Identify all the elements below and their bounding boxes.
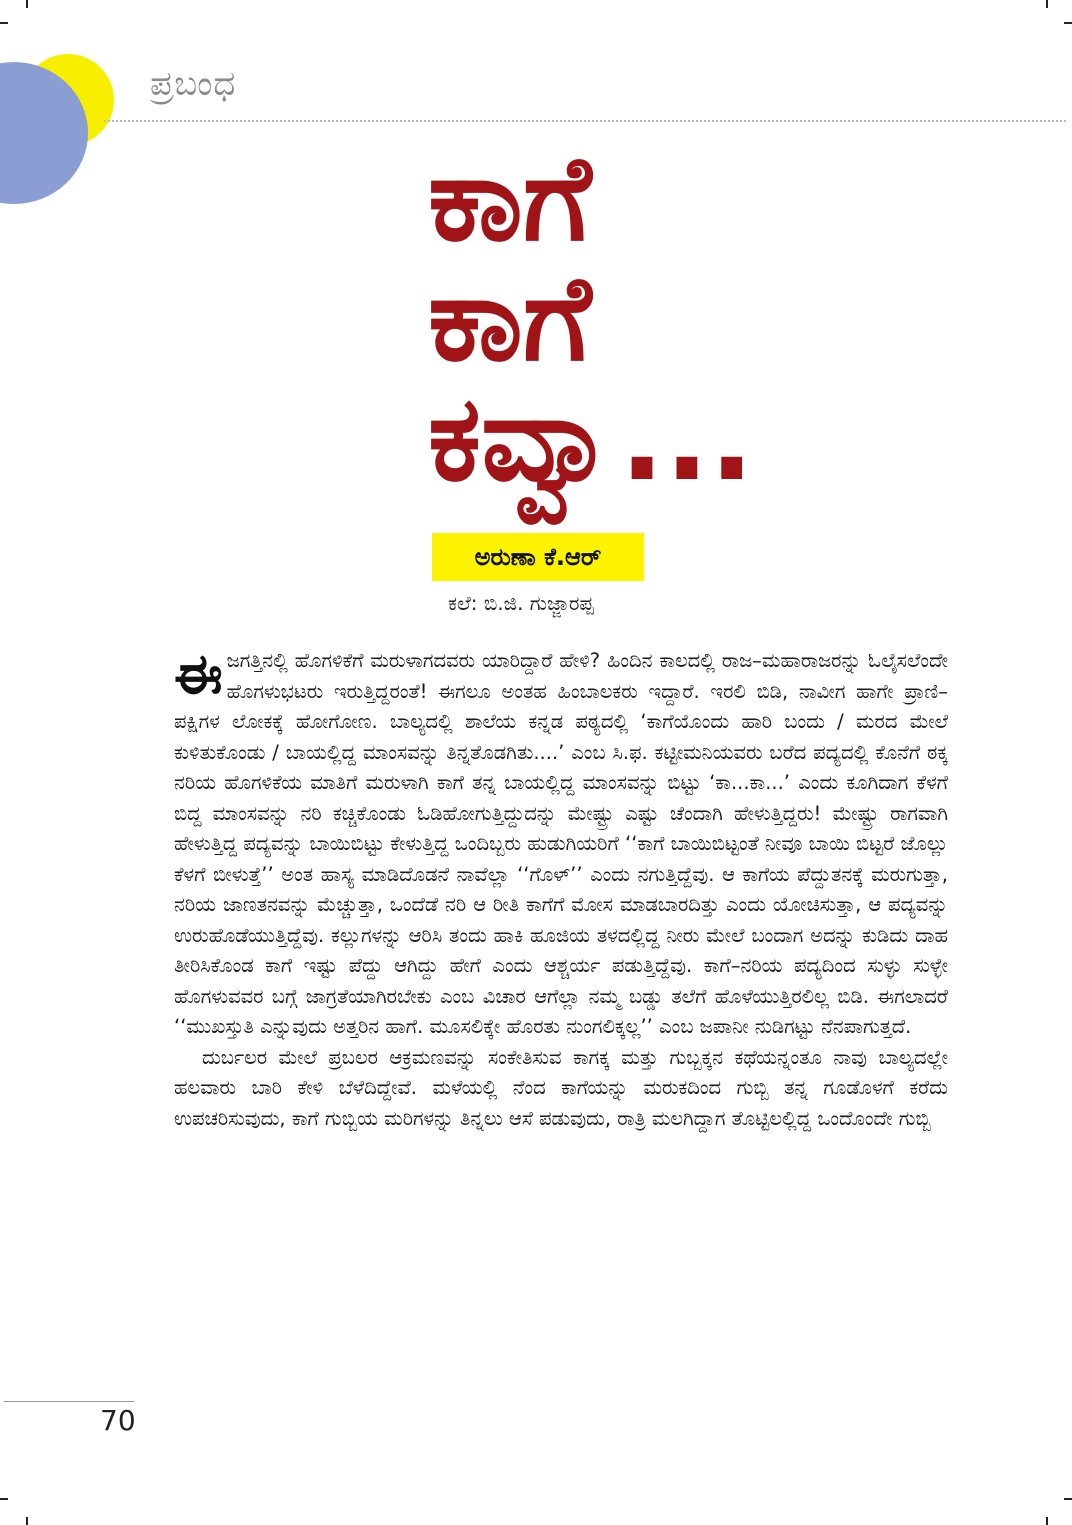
crop-mark bbox=[0, 22, 8, 24]
drop-cap: ಈ bbox=[174, 642, 223, 707]
crop-mark bbox=[1046, 0, 1048, 8]
crop-mark bbox=[0, 1498, 8, 1500]
crop-mark bbox=[1064, 1498, 1072, 1500]
page-number-rule bbox=[4, 1401, 134, 1402]
author-name: ಅರುಣಾ ಕೆ.ಆರ್ bbox=[432, 533, 644, 581]
headline-line-2: ಕಾಗೆ bbox=[428, 249, 592, 387]
page-number: 70 bbox=[100, 1404, 136, 1437]
art-credit: ಕಲೆ: ಬಿ.ಜಿ. ಗುಜ್ಜಾರಪ್ಪ bbox=[448, 591, 594, 615]
crop-mark bbox=[26, 0, 28, 8]
crop-mark bbox=[26, 1517, 28, 1525]
headline-line-1: ಕಾಗೆ bbox=[428, 129, 592, 267]
section-label: ಪ್ರಬಂಧ bbox=[150, 64, 237, 104]
article-headline bbox=[428, 129, 755, 507]
crop-mark bbox=[1046, 1517, 1048, 1525]
crop-mark bbox=[1064, 22, 1072, 24]
paragraph-1-text: ಜಗತ್ತಿನಲ್ಲಿ ಹೊಗಳಿಕೆಗೆ ಮರುಳಾಗದವರು ಯಾರಿದ್ದಾರೆ ಹೇಳಿ? ಹಿಂದಿನ ಕಾಲದಲ್ಲಿ ರಾಜ–ಮಹಾರಾಜರನ್ನು ಓಲೈಸಲೆಂದೇ ಹೊಗಳುಭಟರು ಇರುತ್ತಿದ್ದರಂತೆ! ಈಗಲೂ ಅಂತಹ ಹಿಂಬಾಲಕರು ಇದ್ದಾರೆ. ಇರಲಿ ಬಿಡಿ, ನಾವೀಗ ಹಾಗೇ ಪ್ರಾಣಿ–ಪಕ್ಷಿಗಳ ಲೋಕಕ್ಕೆ ಹೋಗೋಣ. ಬಾಲ್ಯದಲ್ಲಿ ಶಾಲೆಯ ಕನ್ನಡ ಪಠ್ಯದಲ್ಲಿ ‘ಕಾಗೆಯೊಂದು ಹಾರಿ ಬಂದು / ಮರದ ಮೇಲೆ ಕುಳಿತುಕೊಂಡು / ಬಾಯಲ್ಲಿದ್ದ ಮಾಂಸವನ್ನು ತಿನ್ನತೊಡಗಿತು....’ ಎಂಬ ಸಿ.ಫ. ಕಟ್ಟೀಮನಿಯವರು ಬರೆದ ಪದ್ಯದಲ್ಲಿ ಕೊನೆಗೆ ಠಕ್ಕ ನರಿಯ ಹೊಗಳಿಕೆಯ ಮಾತಿಗೆ ಮರುಳಾಗಿ ಕಾಗೆ ತನ್ನ ಬಾಯಲ್ಲಿದ್ದ ಮಾಂಸವನ್ನು ಬಿಟ್ಟು ‘ಕಾ...ಕಾ...’ ಎಂದು ಕೂಗಿದಾಗ ಕೆಳಗೆ ಬಿದ್ದ ಮಾಂಸವನ್ನು ನರಿ ಕಚ್ಚಿಕೊಂಡು ಓಡಿಹೋಗುತ್ತಿದ್ದುದನ್ನು ಮೇಷ್ಟ್ರು ಎಷ್ಟು ಚೆಂದಾಗಿ ಹೇಳುತ್ತಿದ್ದರು! ಮೇಷ್ಟ್ರು ರಾಗವಾಗಿ ಹೇಳುತ್ತಿದ್ದ ಪದ್ಯವನ್ನು ಬಾಯಿಬಿಟ್ಟು ಕೇಳುತ್ತಿದ್ದ ಒಂದಿಬ್ಬರು ಹುಡುಗಿಯರಿಗೆ ‘‘ಕಾಗೆ ಬಾಯಿಬಿಟ್ಟಂತೆ ನೀವೂ ಬಾಯಿ ಬಿಟ್ಟರೆ ಜೊಲ್ಲು ಕೆಳಗೆ ಬೀಳುತ್ತೆ’’ ಅಂತ ಹಾಸ್ಯ ಮಾಡಿದೊಡನೆ ನಾವೆಲ್ಲಾ ‘‘ಗೊಳ್’’ ಎಂದು ನಗುತ್ತಿದ್ದೆವು. ಆ ಕಾಗೆಯ ಪೆದ್ದುತನಕ್ಕೆ ಮರುಗುತ್ತಾ, ನರಿಯ ಜಾಣತನವನ್ನು ಮೆಚ್ಚುತ್ತಾ, ಒಂದೆಡೆ ನರಿ ಆ ರೀತಿ ಕಾಗೆಗೆ ಮೋಸ ಮಾಡಬಾರದಿತ್ತು ಎಂದು ಯೋಚಿಸುತ್ತಾ, ಆ ಪದ್ಯವನ್ನು ಉರುಹೊಡೆಯುತ್ತಿದ್ದೆವು. ಕಲ್ಲುಗಳನ್ನು ಆರಿಸಿ ತಂದು ಹಾಕಿ ಹೂಜಿಯ ತಳದಲ್ಲಿದ್ದ ನೀರು ಮೇಲೆ ಬಂದಾಗ ಅದನ್ನು ಕುಡಿದು ದಾಹ ತೀರಿಸಿಕೊಂಡ ಕಾಗೆ ಇಷ್ಟು ಪೆದ್ದು ಆಗಿದ್ದು ಹೇಗೆ ಎಂದು ಆಶ್ಚರ್ಯ ಪಡುತ್ತಿದ್ದೆವು. ಕಾಗೆ–ನರಿಯ ಪದ್ಯದಿಂದ ಸುಳ್ಳು ಸುಳ್ಳೇ ಹೊಗಳುವವರ ಬಗ್ಗೆ ಜಾಗ್ರತೆಯಾಗಿರಬೇಕು ಎಂಬ ವಿಚಾರ ಆಗೆಲ್ಲಾ ನಮ್ಮ ಬಡ್ಡು ತಲೆಗೆ ಹೊಳೆಯುತ್ತಿರಲಿಲ್ಲ ಬಿಡಿ. ಈಗಲಾದರೆ ‘‘ಮುಖಸ್ತುತಿ ಎನ್ನುವುದು ಅತ್ತರಿನ ಹಾಗೆ. ಮೂಸಲಿಕ್ಕೇ ಹೊರತು ನುಂಗಲಿಕ್ಕಲ್ಲ’’ ಎಂಬ ಜಪಾನೀ ನುಡಿಗಟ್ಟು ನೆನಪಾಗುತ್ತದೆ. bbox=[174, 649, 948, 1038]
article-paragraph-2: ದುರ್ಬಲರ ಮೇಲೆ ಪ್ರಬಲರ ಆಕ್ರಮಣವನ್ನು ಸಂಕೇತಿಸುವ ಕಾಗಕ್ಕ ಮತ್ತು ಗುಬ್ಬಕ್ಕನ ಕಥೆಯನ್ನಂತೂ ನಾವು ಬಾಲ್ಯದಲ್ಲೇ ಹಲವಾರು ಬಾರಿ ಕೇಳಿ ಬೆಳೆದಿದ್ದೇವೆ. ಮಳೆಯಲ್ಲಿ ನೆಂದ ಕಾಗೆಯನ್ನು ಮರುಕದಿಂದ ಗುಬ್ಬಿ ತನ್ನ ಗೂಡೊಳಗೆ ಕರೆದು ಉಪಚರಿಸುವುದು, ಕಾಗೆ ಗುಬ್ಬಿಯ ಮರಿಗಳನ್ನು ತಿನ್ನಲು ಆಸೆ ಪಡುವುದು, ರಾತ್ರಿ ಮಲಗಿದ್ದಾಗ ತೊಟ್ಟಿಲಲ್ಲಿದ್ದ ಒಂದೊಂದೇ ಗುಬ್ಬಿ bbox=[174, 1045, 948, 1130]
headline-line-3: ಕವ್ವಾ... bbox=[428, 369, 755, 507]
dotted-divider bbox=[104, 120, 1066, 122]
article-body bbox=[174, 642, 948, 1134]
article-paragraph-1 bbox=[174, 642, 948, 1043]
